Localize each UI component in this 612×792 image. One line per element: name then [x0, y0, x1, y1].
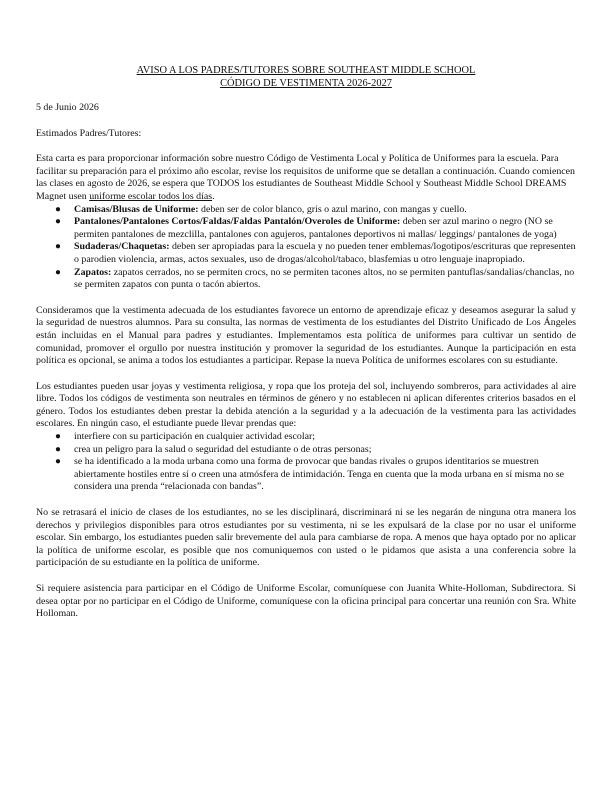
item-text: interfiere con su participación en cualquier actividad escolar;: [74, 431, 316, 443]
paragraph-purpose: Consideramos que la vestimenta adecuada de los estudiantes favorece un entorno de aprendizaje eficaz y deseamos asegurar la salud y la seguridad de nuestros alumnos. Para su consulta, las normas de vestimenta de los estudiantes del Distrito Unificado de Los Ángeles están incluidas en el Manual para padres y estudiantes. Implementamos esta política de uniformes para cultivar un sentido de comunidad, promover el orgullo por nuestra institución y promover la seguridad de los estudiantes. Aunque la participación en esta política es opcional, se anima a todos los estudiantes a participar. Repase la nueva Política de uniformes escolares con su estudiante.: [36, 304, 576, 367]
uniform-daily-emphasis: uniforme escolar todos los días: [89, 190, 213, 202]
list-item-sweatshirts: [36, 241, 576, 266]
prohibited-clothing-list: [36, 431, 576, 494]
paragraph-rights: No se retrasará el inicio de clases de los estudiantes, no se les disciplinará, discriminará ni se les negarán de ninguna otra manera los derechos y privilegios disponibles para otros estudiantes por su vestimenta, ni se les expulsará de la clase por no usar el uniforme escolar. Sin embargo, los estudiantes pueden salir brevemente del aula para cambiarse de ropa. A menos que haya optado por no aplicar la política de uniforme escolar, es posible que nos comuniquemos con usted o le pidamos que asista a una conferencia sobre la participación de su estudiante en la política de uniforme.: [36, 507, 576, 569]
bullet-icon: ●: [55, 216, 61, 228]
notice-title-line-2: CÓDIGO DE VESTIMENTA 2026-2027: [220, 78, 392, 89]
item-label: Camisas/Blusas de Uniforme:: [74, 203, 199, 215]
bullet-icon: ●: [55, 431, 61, 443]
item-label: Pantalones/Pantalones Cortos/Faldas/Faldas Pantalón/Overoles de Uniforme:: [74, 216, 401, 228]
list-item-prohibited: [36, 444, 576, 457]
bullet-icon: ●: [55, 443, 61, 455]
bullet-icon: ●: [55, 203, 61, 215]
list-item-shoes: [36, 267, 576, 292]
item-label: Zapatos:: [74, 266, 112, 278]
uniform-requirements-list: [36, 204, 576, 292]
list-item-prohibited: [36, 431, 576, 444]
paragraph-contact: Si requiere asistencia para participar en el Código de Uniforme Escolar, comuníquese con Juanita White-Holloman, Subdirectora. Si desea optar por no participar en el Código de Uniforme, comuníquese con la oficina principal para concertar una reunión con Sra. White Holloman.: [36, 583, 576, 620]
bullet-icon: ●: [55, 241, 61, 253]
item-text: zapatos cerrados, no se permiten crocs, no se permiten tacones altos, no se permiten pantuflas/sandalias/chanclas, no se permiten zapatos con punta o tacón abiertos.: [74, 266, 575, 291]
item-text: deben ser apropiadas para la escuela y no pueden tener emblemas/logotipos/escrituras que representen o parodien violencia, armas, actos sexuales, uso de drogas/alcohol/tabaco, blasfemias u otro lenguaje inapropiado.: [74, 241, 576, 265]
notice-date: 5 de Junio 2026: [36, 102, 99, 113]
notice-title-line-1: AVISO A LOS PADRES/TUTORES SOBRE SOUTHEAST MIDDLE SCHOOL: [136, 65, 476, 76]
bullet-icon: ●: [55, 456, 61, 468]
bullet-icon: ●: [55, 266, 61, 278]
list-item-shirts: [36, 204, 576, 217]
intro-text: Esta carta es para proporcionar información sobre nuestro Código de Vestimenta Local y Política de Uniformes para la escuela. Para facilitar su preparación para el próximo año escolar, revise los requisitos de uniforme que se detallan a continuación. Cuando comiencen las clases en agosto de 2026, se espera que TODOS los estudiantes de Southeast Middle School y Southeast Middle School DREAMS Magnet usen: [36, 153, 575, 202]
list-item-prohibited: [36, 456, 576, 494]
item-text: crea un peligro para la salud o seguridad del estudiante o de otras personas;: [74, 443, 372, 455]
intro-text-end: .: [212, 190, 215, 202]
salutation: Estimados Padres/Tutores:: [36, 127, 142, 139]
intro-paragraph: [36, 153, 576, 203]
item-label: Sudaderas/Chaquetas:: [74, 241, 170, 253]
item-text: se ha identificado a la moda urbana como una forma de provocar que bandas rivales o grupos identitarios se muestren abiertamente hostiles entre sí o creen una atmósfera de intimidación. Tenga en cuenta que la moda urbana en sí misma no se considera una prenda “relacionada con bandas”.: [74, 456, 564, 493]
notice-page: [36, 64, 576, 621]
paragraph-allowed-clothing: Los estudiantes pueden usar joyas y vestimenta religiosa, y ropa que los proteja del sol, incluyendo sombreros, para actividades al aire libre. Todos los códigos de vestimenta son neutrales en términos de género y no establecen ni aplican diferentes criterios basados en el género. Todos los estudiantes deben prestar la debida atención a la seguridad y a la adecuación de la vestimenta para las actividades escolares. En ningún caso, el estudiante puede llevar prendas que:: [36, 380, 576, 430]
item-text: deben ser de color blanco, gris o azul marino, con mangas y cuello.: [198, 203, 467, 215]
item-text: deben ser azul marino o negro (NO se permiten pantalones de mezclilla, pantalones con agujeros, pantalones deportivos ni mallas/ leggings/ pantalones de yoga): [74, 216, 557, 240]
list-item-pants: [36, 216, 576, 241]
